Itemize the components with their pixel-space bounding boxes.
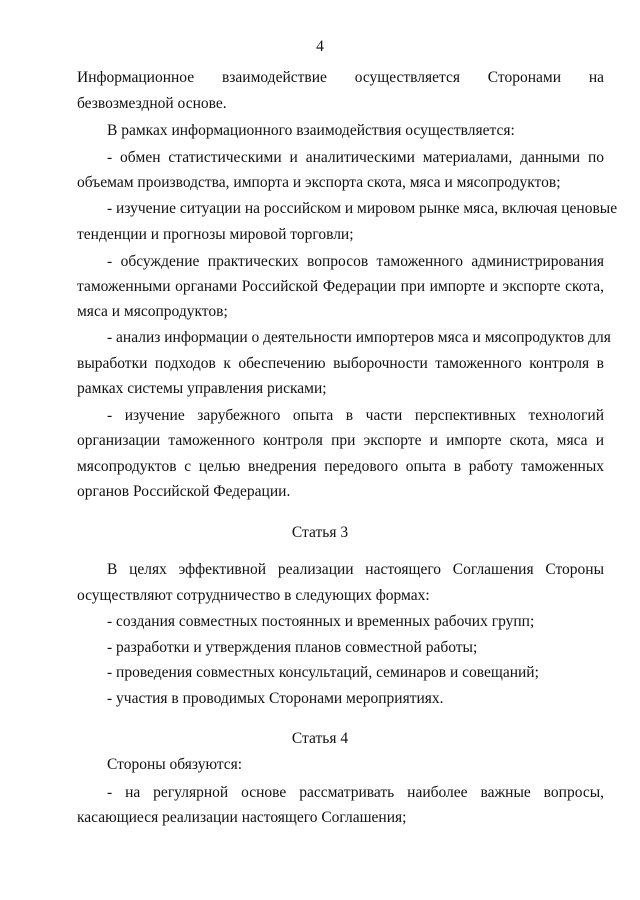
text-line: мяса и мясопродуктов; (77, 303, 228, 320)
text-line: - изучение зарубежного опыта в части перспективных технологий (107, 407, 604, 424)
text-line: выработки подходов к обеспечению выборочности таможенного контроля в (77, 355, 604, 372)
article-4-heading: Статья 4 (291, 730, 349, 747)
list-item: - разработки и утверждения планов совместной работы; (107, 639, 478, 656)
article-3-heading: Статья 3 (291, 524, 349, 541)
text-line: Информационное взаимодействие осуществляется Сторонами на (77, 69, 604, 86)
text-line: осуществляют сотрудничество в следующих формах: (77, 587, 430, 604)
text-line: мясопродуктов с целью внедрения передового опыта в работу таможенных (77, 458, 604, 475)
text-line: рамках системы управления рисками; (77, 380, 327, 397)
text-line: объемам производства, импорта и экспорта скота, мяса и мясопродуктов; (77, 174, 561, 191)
text-line: В целях эффективной реализации настоящего Соглашения Стороны (107, 561, 604, 578)
text-line: В рамках информационного взаимодействия осуществляется: (107, 122, 515, 139)
text-line: Стороны обязуются: (107, 756, 243, 773)
text-line: органов Российской Федерации. (77, 483, 291, 500)
text-line: тенденции и прогнозы мировой торговли; (77, 226, 354, 243)
page-number: 4 (316, 38, 324, 55)
text-line: безвозмездной основе. (77, 95, 227, 112)
list-item: - участия в проводимых Сторонами мероприятиях. (107, 690, 444, 707)
text-line: - обмен статистическими и аналитическими материалами, данными по (107, 149, 604, 166)
text-line: - изучение ситуации на российском и мировом рынке мяса, включая ценовые (107, 200, 618, 217)
text-line: таможенными органами Российской Федерации при импорте и экспорте скота, (77, 278, 604, 295)
text-line: организации таможенного контроля при экспорте и импорте скота, мяса и (77, 432, 604, 449)
text-line: - на регулярной основе рассматривать наиболее важные вопросы, (107, 784, 604, 801)
text-line: касающиеся реализации настоящего Соглашения; (77, 809, 407, 826)
text-line: - анализ информации о деятельности импортеров мяса и мясопродуктов для (107, 329, 611, 346)
text-line: - обсуждение практических вопросов таможенного администрирования (107, 253, 604, 270)
list-item: - проведения совместных консультаций, семинаров и совещаний; (107, 664, 539, 681)
list-item: - создания совместных постоянных и временных рабочих групп; (107, 613, 535, 630)
